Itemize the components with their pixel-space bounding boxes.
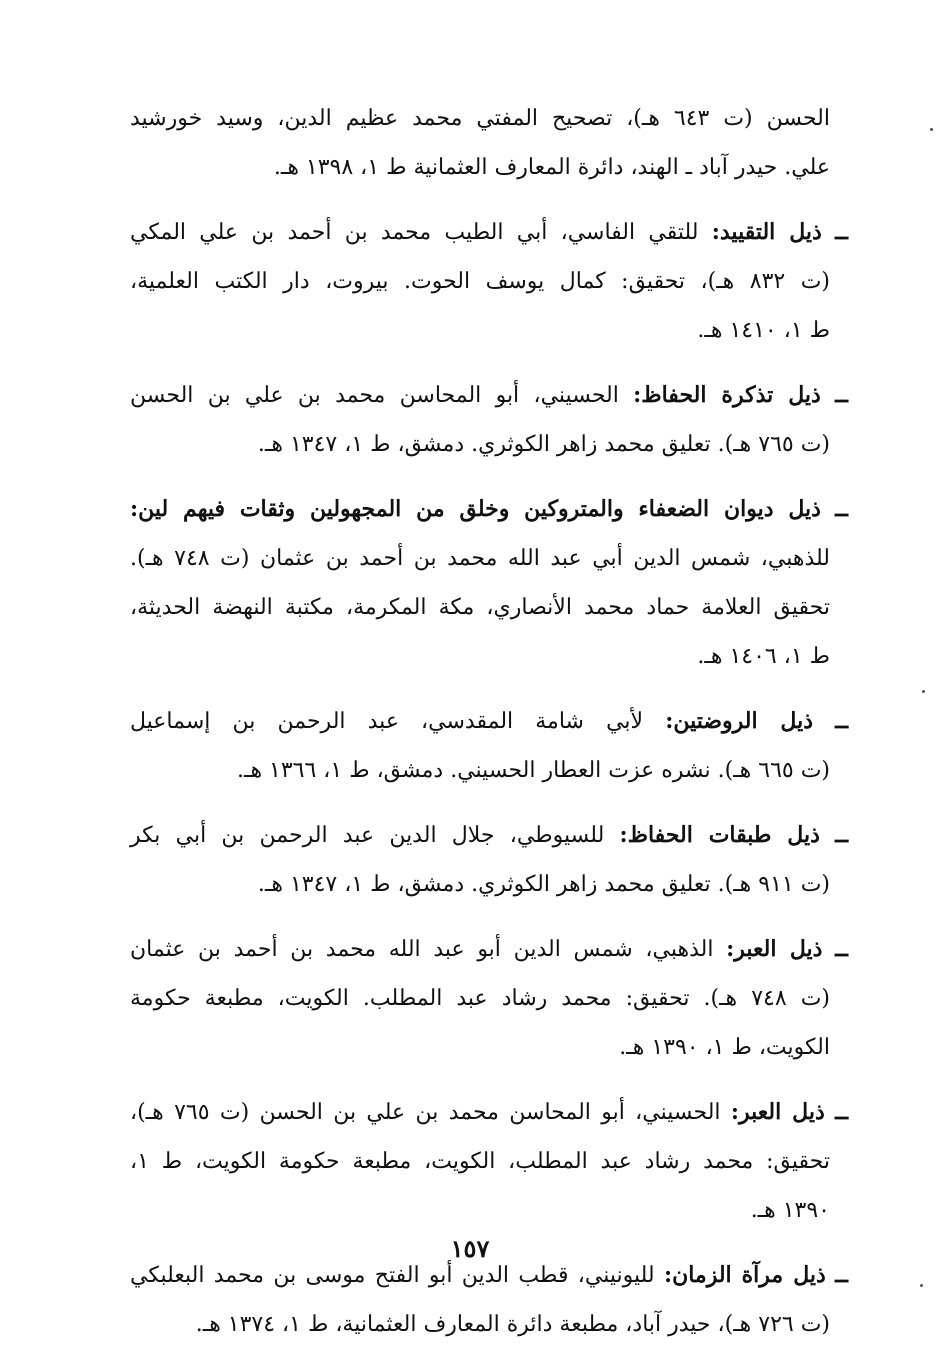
bibliography-entry [130,485,848,681]
entry-text: لليونيني، قطب الدين أبو الفتح موسى بن محمد البعلبكي [130,1263,664,1288]
entry-dash: ــ [835,496,848,522]
bibliography-entry [130,811,848,909]
entry-dash: ــ [835,708,849,734]
entry-text: الحسيني، أبو المحاسن محمد بن علي بن الحسن [130,383,634,408]
entry-title: ذيل ديوان الضعفاء والمتروكين وخلق من المجهولين وثقات فيهم لين: [130,496,821,522]
entry-line: ١٣٩٠ هـ. [750,1198,830,1223]
entry-line: علي. حيدر آباد ـ الهند، دائرة المعارف العثمانية ط ١، ١٣٩٨ هـ. [273,155,830,180]
entry-text: للسيوطي، جلال الدين عبد الرحمن بن أبي بكر [130,823,620,848]
entry-title: ذيل الروضتين: [665,708,813,734]
entry-line: (ت ٧٤٨ هـ). تحقيق: محمد رشاد عبد المطلب. الكويت، مطبعة حكومة [130,986,830,1011]
entry-text: الذهبي، شمس الدين أبو عبد الله محمد بن أحمد بن عثمان [130,937,727,962]
bibliography-entry [130,697,848,795]
entry-title: ذيل طبقات الحفاظ: [619,822,820,848]
scan-speck [930,128,933,131]
entry-line [130,1088,848,1137]
entry-dash: ــ [835,1262,848,1288]
entry-text: للتقي الفاسي، أبي الطيب محمد بن أحمد بن علي المكي [130,220,712,245]
entry-line [130,208,848,257]
scan-speck [920,1284,923,1287]
entry-dash: ــ [835,822,849,848]
entry-title: ذيل العبر: [726,936,823,962]
entry-line [130,697,848,746]
entry-title: ذيل مرآة الزمان: [663,1262,826,1288]
entry-line: تحقيق: محمد رشاد عبد المطلب، الكويت، مطبعة حكومة الكويت، ط ١، [130,1149,830,1174]
bibliography-entry-continuation [130,94,848,192]
entry-line: الكويت، ط ١، ١٣٩٠ هـ. [619,1035,830,1060]
entry-line: الحسن (ت ٦٤٣ هـ)، تصحيح المفتي محمد عظيم الدين، وسيد خورشيد [130,106,830,131]
bibliography-entry [130,925,848,1072]
entry-line: ط ١، ١٤١٠ هـ. [697,318,830,343]
bibliography-list [130,94,848,1349]
entry-line: ط ١، ١٤٠٦ هـ. [697,644,830,669]
entry-dash: ــ [835,382,848,408]
bibliography-entry [130,1251,848,1349]
entry-line: (ت ٨٣٢ هـ)، تحقيق: كمال يوسف الحوت. بيروت، دار الكتب العلمية، [130,269,830,294]
entry-line [130,371,848,420]
entry-text: الحسيني، أبو المحاسن محمد بن علي بن الحسن (ت ٧٦٥ هـ)، [130,1100,731,1125]
scan-speck [922,690,925,693]
entry-line [130,925,848,974]
bibliography-entry [130,208,848,355]
entry-text: لأبي شامة المقدسي، عبد الرحمن بن إسماعيل [130,709,666,734]
bibliography-entry [130,371,848,469]
entry-dash: ــ [835,936,848,962]
entry-line: (ت ٩١١ هـ). تعليق محمد زاهر الكوثري. دمشق، ط ١، ١٣٤٧ هـ. [257,872,830,897]
entry-title: ذيل العبر: [730,1099,825,1125]
entry-line: (ت ٦٦٥ هـ). نشره عزت العطار الحسيني. دمشق، ط ١، ١٣٦٦ هـ. [237,758,830,783]
entry-dash: ــ [835,219,848,245]
entry-dash: ــ [835,1099,849,1125]
entry-title: ذيل تذكرة الحفاظ: [633,382,821,408]
page-number: ١٥٧ [450,1234,490,1263]
bibliography-entry [130,1088,848,1235]
entry-line [130,811,848,860]
entry-line: (ت ٧٦٥ هـ). تعليق محمد زاهر الكوثري. دمشق، ط ١، ١٣٤٧ هـ. [257,432,830,457]
entry-line: للذهبي، شمس الدين أبي عبد الله محمد بن أحمد بن عثمان (ت ٧٤٨ هـ). [130,546,830,571]
entry-line [130,485,848,534]
entry-title: ذيل التقييد: [711,219,822,245]
entry-line: (ت ٧٢٦ هـ)، حيدر آباد، مطبعة دائرة المعارف العثمانية، ط ١، ١٣٧٤ هـ. [195,1312,830,1337]
entry-line: تحقيق العلامة حماد محمد الأنصاري، مكة المكرمة، مكتبة النهضة الحديثة، [130,595,830,620]
